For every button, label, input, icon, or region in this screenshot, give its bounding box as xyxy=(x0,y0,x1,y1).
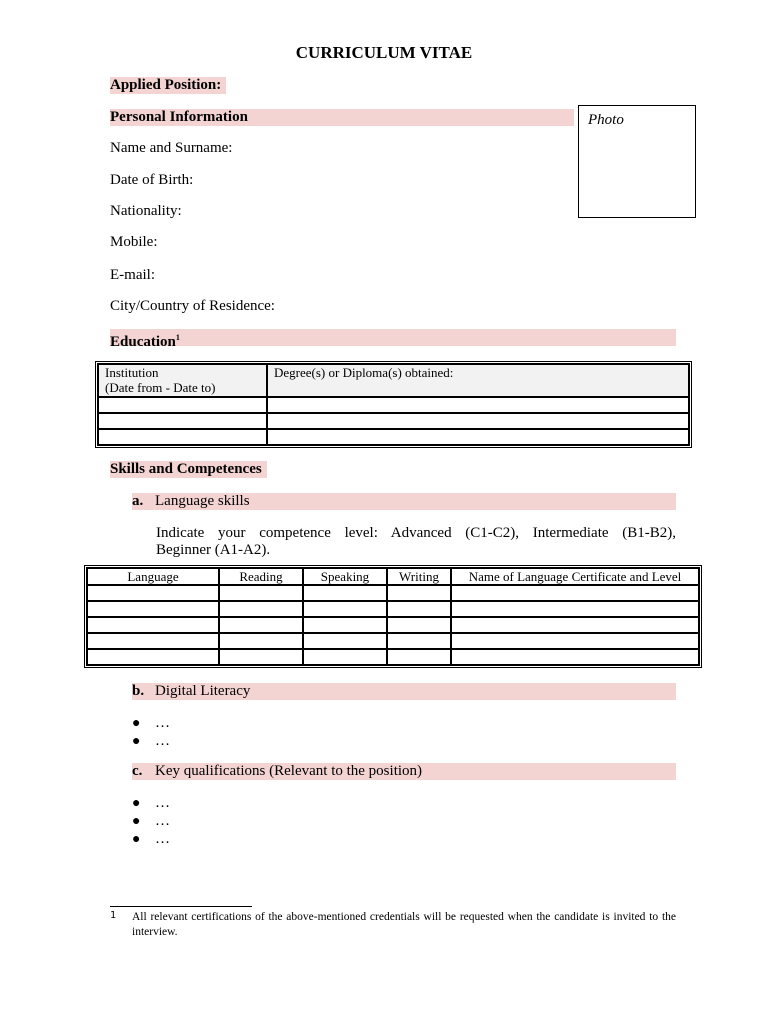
education-footnote-marker: 1 xyxy=(175,333,180,342)
table-cell[interactable] xyxy=(219,585,303,601)
bullet-icon: ● xyxy=(132,832,141,847)
table-cell[interactable] xyxy=(87,633,219,649)
field-residence: City/Country of Residence: xyxy=(110,298,275,314)
table-row xyxy=(87,649,699,665)
table-cell[interactable] xyxy=(267,397,689,413)
education-header-row xyxy=(98,364,689,397)
list-item xyxy=(132,733,170,750)
language-instruction-line2: Beginner (A1-A2). xyxy=(156,542,271,558)
bullet-icon: ● xyxy=(132,814,141,829)
key-qualifications-label: Key qualifications (Relevant to the position) xyxy=(155,763,423,779)
table-cell[interactable] xyxy=(387,633,451,649)
table-cell[interactable] xyxy=(303,617,387,633)
bullet-icon: ● xyxy=(132,734,141,749)
field-mobile: Mobile: xyxy=(110,234,158,250)
list-item xyxy=(132,795,170,812)
language-col-speaking: Speaking xyxy=(303,568,387,585)
photo-label: Photo xyxy=(588,112,624,128)
table-cell[interactable] xyxy=(451,633,699,649)
language-col-language: Language xyxy=(87,568,219,585)
bullet-icon: ● xyxy=(132,716,141,731)
table-row xyxy=(98,429,689,445)
language-col-writing: Writing xyxy=(387,568,451,585)
list-item-text: … xyxy=(155,715,170,731)
table-row xyxy=(87,633,699,649)
table-cell[interactable] xyxy=(219,649,303,665)
digital-literacy-heading xyxy=(132,683,676,700)
footnote-marker: 1 xyxy=(110,910,117,921)
table-cell[interactable] xyxy=(451,617,699,633)
list-item-text: … xyxy=(155,795,170,811)
education-col-degree: Degree(s) or Diploma(s) obtained: xyxy=(267,364,689,397)
table-cell[interactable] xyxy=(303,601,387,617)
education-heading xyxy=(110,329,676,350)
table-cell[interactable] xyxy=(87,585,219,601)
table-cell[interactable] xyxy=(219,617,303,633)
table-cell[interactable] xyxy=(303,649,387,665)
language-col-reading: Reading xyxy=(219,568,303,585)
education-col-institution-line1: Institution xyxy=(105,365,159,380)
table-cell[interactable] xyxy=(267,429,689,445)
language-skills-heading xyxy=(132,493,676,510)
table-cell[interactable] xyxy=(303,633,387,649)
key-qualifications-letter: c. xyxy=(132,763,143,779)
footnote-separator xyxy=(110,906,252,907)
table-row xyxy=(98,397,689,413)
skills-heading: Skills and Competences xyxy=(110,461,267,478)
language-col-certificate: Name of Language Certificate and Level xyxy=(451,568,699,585)
list-item xyxy=(132,715,170,732)
table-row xyxy=(98,413,689,429)
table-cell[interactable] xyxy=(387,649,451,665)
table-cell[interactable] xyxy=(451,649,699,665)
table-cell[interactable] xyxy=(87,601,219,617)
education-col-institution-line2: (Date from - Date to) xyxy=(105,380,216,395)
language-table xyxy=(84,565,702,668)
digital-literacy-label: Digital Literacy xyxy=(155,683,251,699)
table-cell[interactable] xyxy=(387,585,451,601)
education-col-institution xyxy=(98,364,267,397)
education-table xyxy=(95,361,692,448)
language-header-row xyxy=(87,568,699,585)
table-row xyxy=(87,585,699,601)
table-cell[interactable] xyxy=(387,601,451,617)
list-item xyxy=(132,831,170,848)
document-title: CURRICULUM VITAE xyxy=(295,43,473,62)
education-heading-text: Education xyxy=(110,334,176,350)
list-item-text: … xyxy=(155,733,170,749)
key-qualifications-heading xyxy=(132,763,676,780)
table-cell[interactable] xyxy=(98,429,267,445)
table-cell[interactable] xyxy=(267,413,689,429)
table-cell[interactable] xyxy=(87,649,219,665)
field-nationality: Nationality: xyxy=(110,203,182,219)
footnote-text: All relevant certifications of the above-mentioned credentials will be requested when the candidate is invited to the interview. xyxy=(132,911,676,938)
table-row xyxy=(87,617,699,633)
field-name-surname: Name and Surname: xyxy=(110,140,233,156)
list-item-text: … xyxy=(155,831,170,847)
bullet-icon: ● xyxy=(132,796,141,811)
table-cell[interactable] xyxy=(98,397,267,413)
table-cell[interactable] xyxy=(451,585,699,601)
field-email: E-mail: xyxy=(110,267,155,283)
language-skills-letter: a. xyxy=(132,493,144,509)
table-cell[interactable] xyxy=(303,585,387,601)
applied-position-label: Applied Position: xyxy=(110,77,226,94)
language-instruction-line1: Indicate your competence level: Advanced (C1-C2), Intermediate (B1-B2), xyxy=(156,525,676,541)
table-cell[interactable] xyxy=(387,617,451,633)
table-cell[interactable] xyxy=(451,601,699,617)
personal-info-heading: Personal Information xyxy=(110,109,574,126)
table-cell[interactable] xyxy=(219,601,303,617)
digital-literacy-letter: b. xyxy=(132,683,145,699)
language-skills-label: Language skills xyxy=(155,493,250,509)
table-cell[interactable] xyxy=(87,617,219,633)
table-cell[interactable] xyxy=(219,633,303,649)
list-item-text: … xyxy=(155,813,170,829)
list-item xyxy=(132,813,170,830)
table-row xyxy=(87,601,699,617)
footnote xyxy=(110,910,676,940)
photo-box xyxy=(578,105,696,218)
field-date-of-birth: Date of Birth: xyxy=(110,172,194,188)
table-cell[interactable] xyxy=(98,413,267,429)
